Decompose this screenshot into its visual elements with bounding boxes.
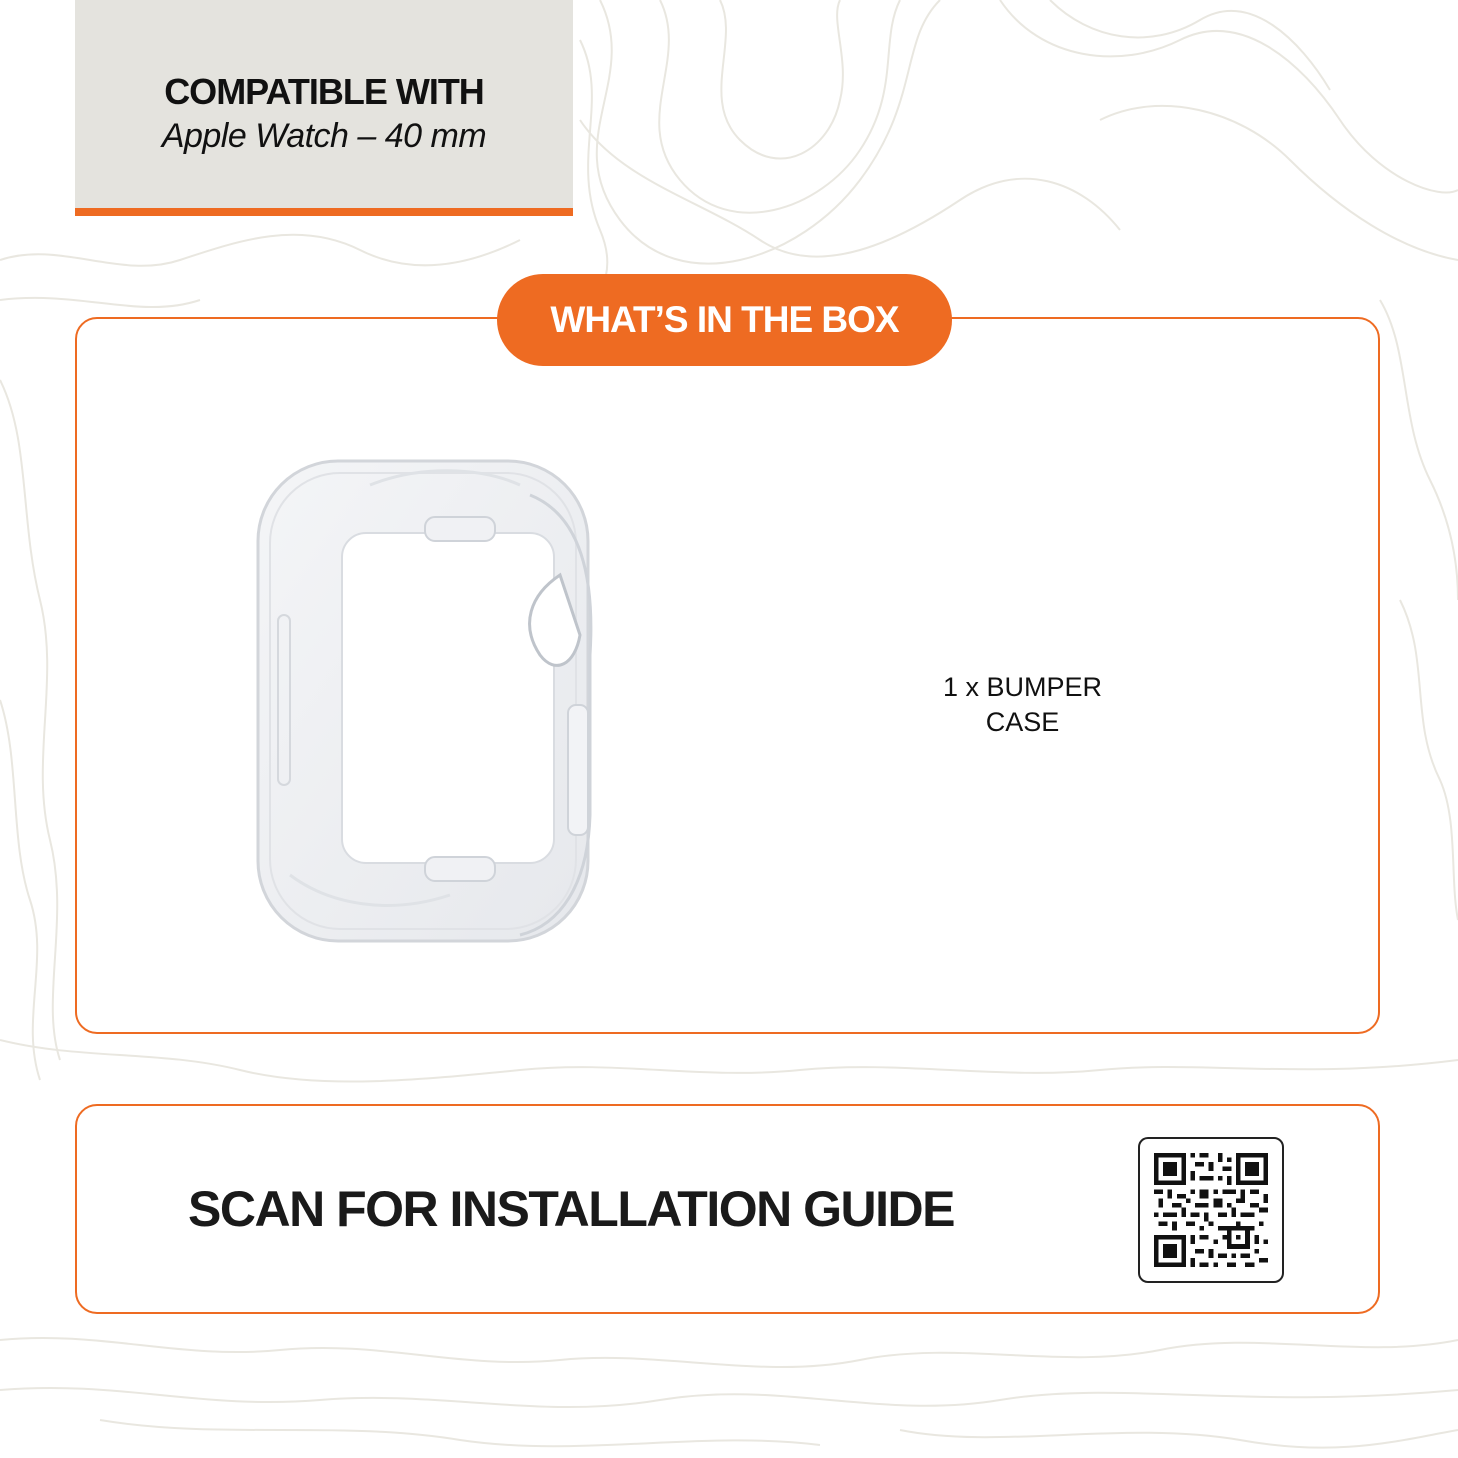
clear-bumper-case-image xyxy=(250,455,600,945)
scan-installation-label: SCAN FOR INSTALLATION GUIDE xyxy=(188,1181,954,1237)
box-contents-text xyxy=(920,670,1125,740)
compatible-device: Apple Watch – 40 mm xyxy=(161,116,487,155)
box-contents-badge: WHAT’S IN THE BOX xyxy=(497,274,952,366)
qr-code-frame[interactable] xyxy=(1138,1137,1284,1283)
contents-line-2: CASE xyxy=(985,707,1060,737)
compatibility-title: COMPATIBLE WITH xyxy=(164,70,484,112)
contents-line-1: 1 x BUMPER xyxy=(942,672,1103,702)
compatibility-panel xyxy=(75,0,573,216)
qr-code-icon[interactable] xyxy=(1154,1153,1268,1267)
